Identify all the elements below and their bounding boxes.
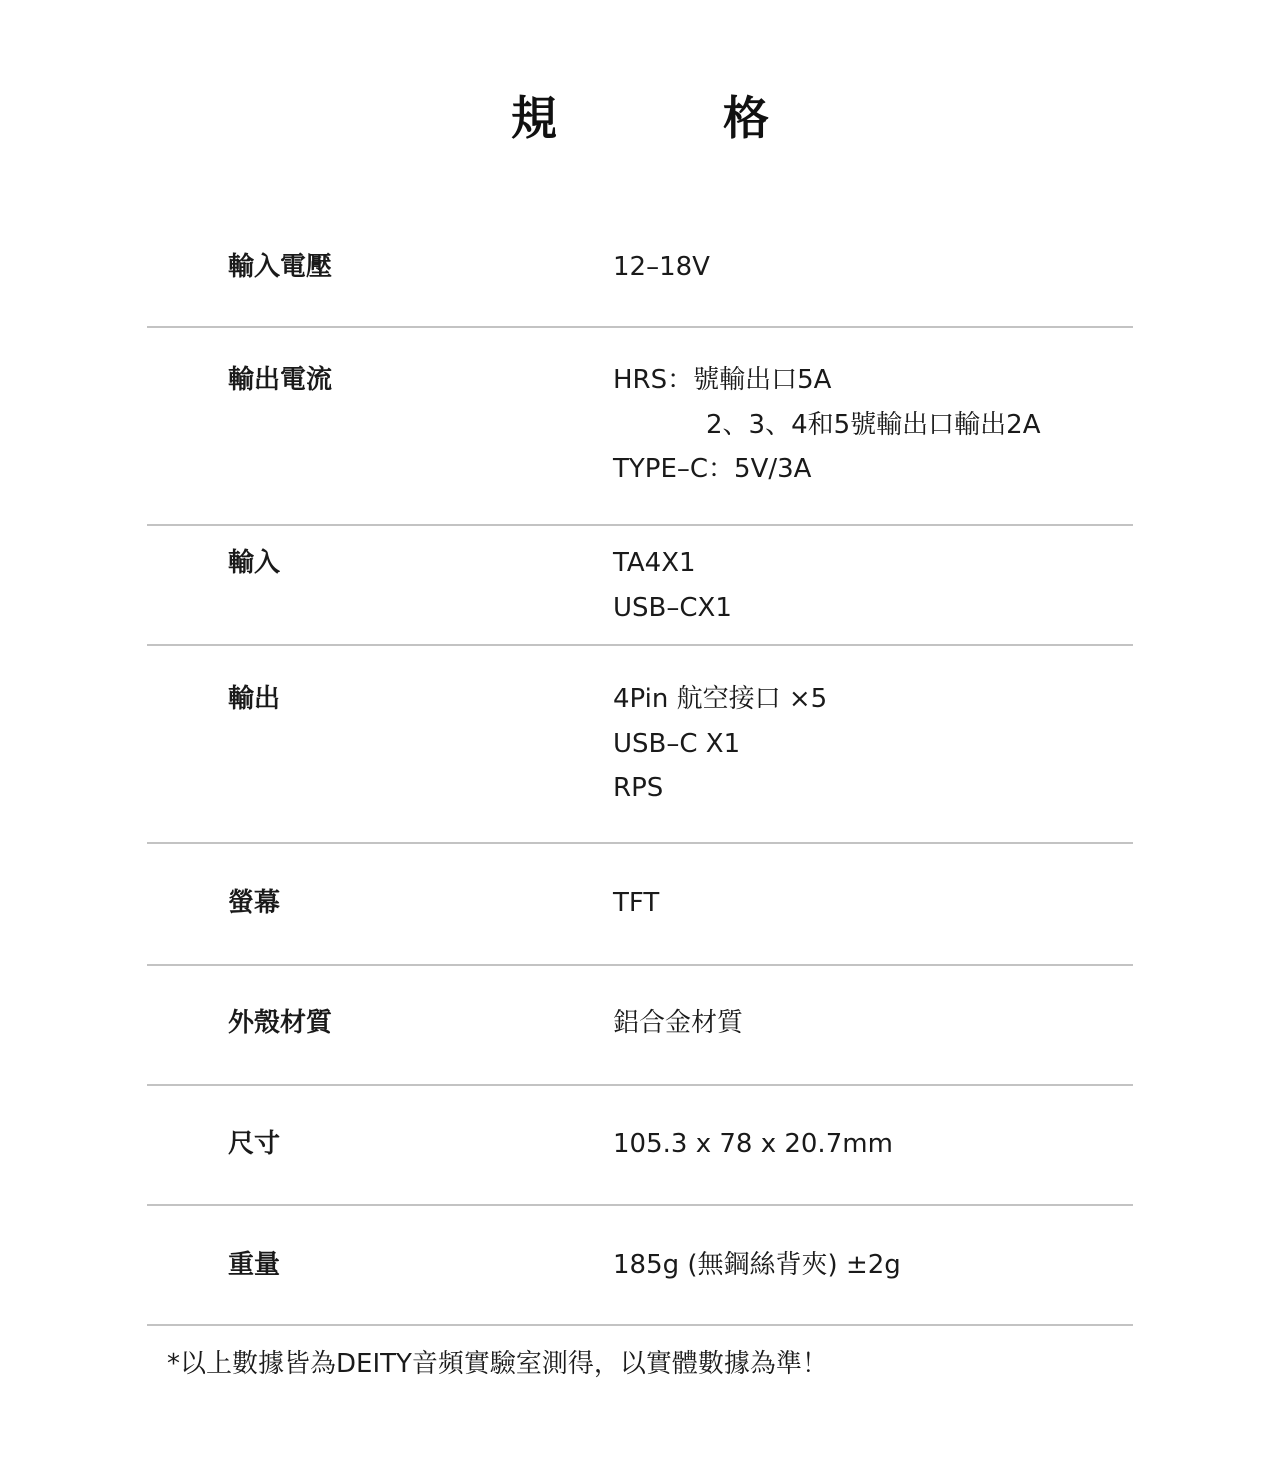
spec-label: 輸入 <box>228 548 281 578</box>
spec-values <box>613 1001 743 1046</box>
spec-values <box>613 358 1041 492</box>
spec-values <box>613 1122 893 1167</box>
row-divider <box>147 1324 1133 1326</box>
spec-value: TFT <box>613 888 660 918</box>
spec-label: 輸出電流 <box>228 365 333 395</box>
spec-label: 尺寸 <box>228 1129 281 1159</box>
spec-value: 185g (無鋼絲背夾) ±2g <box>613 1250 901 1280</box>
spec-label: 重量 <box>228 1250 281 1280</box>
spec-label: 輸出 <box>228 684 281 714</box>
spec-value: 12–18V <box>613 252 710 282</box>
spec-values <box>613 245 710 290</box>
spec-label: 外殼材質 <box>228 1008 333 1038</box>
spec-values <box>613 1243 901 1288</box>
spec-value: HRS：號輸出口5A <box>613 365 832 395</box>
row-divider <box>147 524 1133 526</box>
spec-values <box>613 677 827 811</box>
spec-values <box>613 541 732 630</box>
row-divider <box>147 644 1133 646</box>
spec-value: USB–CX1 <box>613 592 732 623</box>
page-title: 規 格 <box>511 91 829 145</box>
row-divider <box>147 964 1133 966</box>
spec-label: 螢幕 <box>228 888 281 918</box>
spec-value: USB–C X1 <box>613 728 741 759</box>
footnote: *以上數據皆為DEITY音頻實驗室測得，以實體數據為準！ <box>167 1349 828 1379</box>
spec-value: TA4X1 <box>613 548 696 578</box>
row-divider <box>147 1204 1133 1206</box>
row-divider <box>147 1084 1133 1086</box>
spec-label: 輸入電壓 <box>228 252 333 282</box>
spec-value: RPS <box>613 773 664 803</box>
row-divider <box>147 842 1133 844</box>
spec-values <box>613 881 659 926</box>
spec-value: 2、3、4和5號輸出口輸出2A <box>706 409 1041 440</box>
spec-value: 105.3 x 78 x 20.7mm <box>613 1129 893 1159</box>
spec-value: 4Pin 航空接口 ×5 <box>613 684 828 714</box>
row-divider <box>147 326 1133 328</box>
spec-value: TYPE–C：5V/3A <box>613 454 812 484</box>
spec-value: 鋁合金材質 <box>613 1008 744 1038</box>
